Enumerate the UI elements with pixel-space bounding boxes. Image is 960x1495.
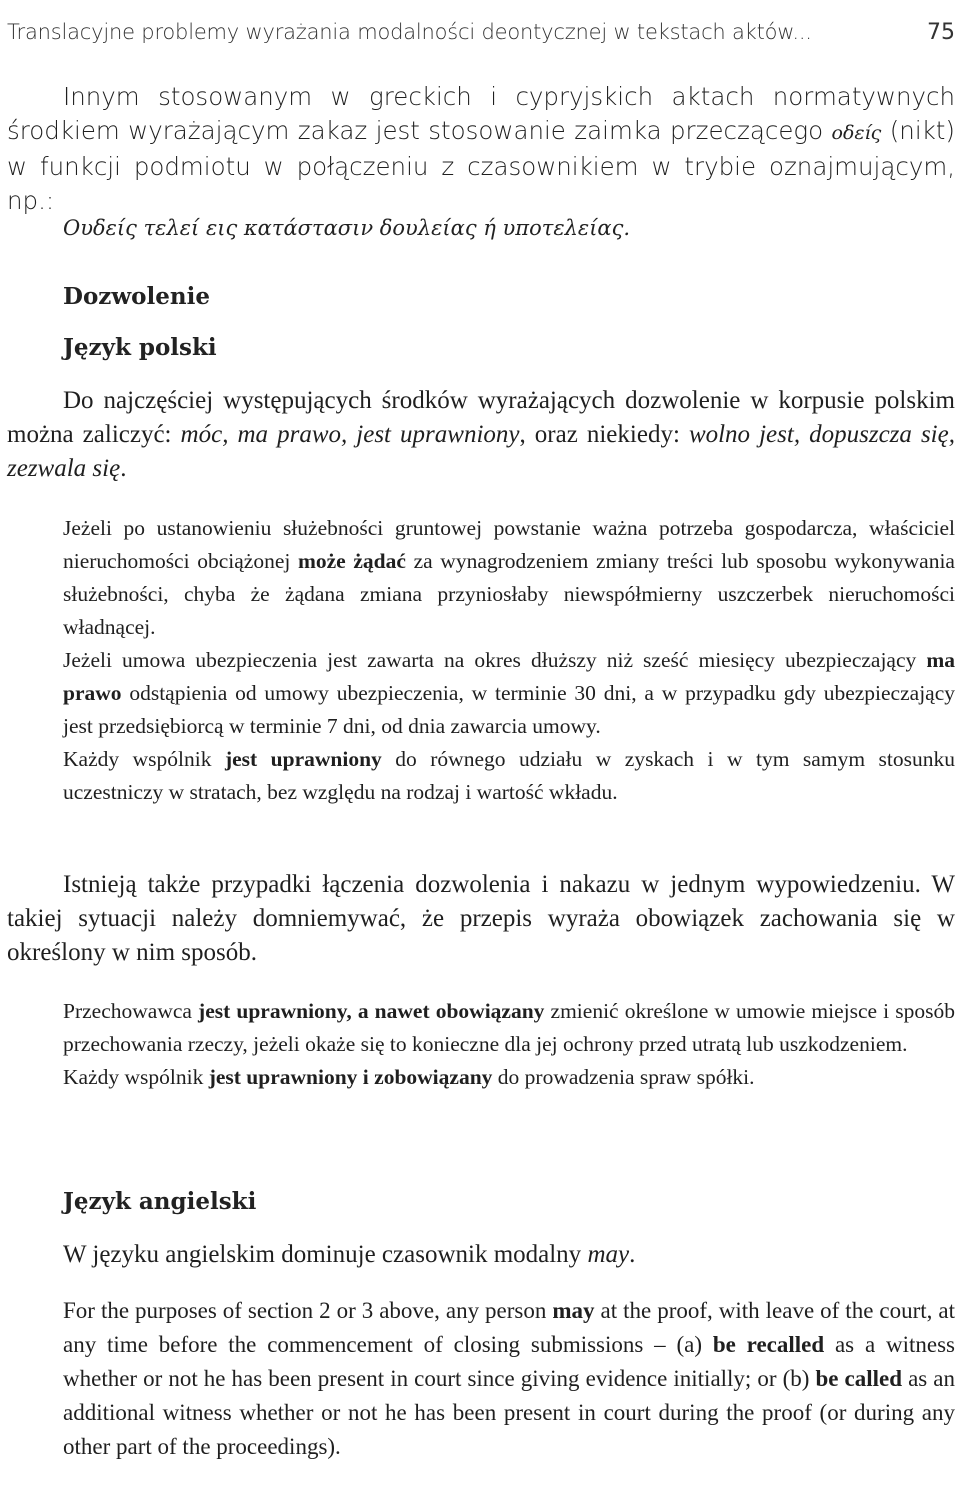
paragraph-polski: [7, 384, 955, 486]
section-heading-dozwolenie: Dozwolenie: [63, 283, 210, 310]
example-sentence: [63, 1061, 955, 1094]
example-sentence: [63, 512, 955, 644]
example-bold: ,: [346, 999, 358, 1023]
example-bold: może żądać: [297, 549, 406, 573]
angielski-text-2: .: [629, 1241, 636, 1268]
example-text: For the purposes of section 2 or 3 above, any person: [63, 1298, 553, 1323]
paragraph-angielski: [63, 1238, 955, 1272]
paragraph-laczenie: Istnieją także przypadki łączenia dozwolenia i nakazu w jednym wypowiedzeniu. W takiej sytuacji należy domniemywać, że przepis wyraża obowiązek zachowania się w określony w nim sposób.: [7, 871, 955, 966]
intro-text-1: Innym stosowanym w greckich i cypryjskich aktach normatywnych środkiem wyrażającym zakaz jest stosowanie zaimka przeczącego: [7, 82, 955, 145]
example-text: as a witness whether or not he has been present in court since giving evidence initially; or (b): [63, 1332, 955, 1391]
greek-example: Ουδείς τελεί εις κατάστασιν δουλείας ή υποτελείας.: [63, 216, 631, 240]
example-bold: a nawet obowiązany: [357, 999, 545, 1023]
example-text: zmienić określone w umowie miejsce i sposób przechowania rzeczy, jeżeli okaże się to konieczne dla jej ochrony przed utratą lub uszkodzeniem.: [63, 999, 955, 1056]
paragraph-intro: [7, 80, 955, 218]
example-block-angielski: [63, 1294, 955, 1464]
example-sentence: [63, 644, 955, 743]
example-block-laczenie: [63, 995, 955, 1094]
intro-greek-word: οδεíς: [831, 122, 882, 144]
polski-italic-1: móc, ma prawo, jest uprawniony: [180, 421, 520, 448]
example-text: Przechowawca: [63, 999, 199, 1023]
running-header-title: Translacyjne problemy wyrażania modalności deontycznej w tekstach aktów...: [7, 20, 812, 44]
intro-text-2: (nikt) w funkcji podmiotu w połączeniu z czasownikiem w trybie oznajmującym, np.:: [7, 116, 955, 215]
example-block-polski: [63, 512, 955, 809]
subsection-heading-polski: Język polski: [63, 334, 217, 361]
example-text: Jeżeli po ustanowieniu służebności gruntowej powstanie ważna potrzeba gospodarcza, właściciel nieruchomości obciążonej: [63, 516, 955, 573]
running-header: [7, 20, 955, 52]
angielski-text-1: W języku angielskim dominuje czasownik modalny: [63, 1241, 588, 1268]
example-text: at the proof, with leave of the court, at any time before the commencement of closing submissions – (a): [63, 1298, 955, 1357]
angielski-italic: may: [587, 1241, 630, 1268]
polski-text-3: .: [120, 455, 127, 482]
example-text: Każdy wspólnik: [63, 747, 225, 771]
example-text: za wynagrodzeniem zmiany treści lub sposobu wykonywania służebności, chyba że żądana zmiana przyniosłaby niewspółmierny uszczerbek nieruchomości władnącej.: [63, 549, 955, 639]
example-bold: ma prawo: [63, 648, 955, 705]
example-text: do równego udziału w zyskach i w tym samym stosunku uczestniczy w stratach, bez względu na rodzaj i wartość wkładu.: [63, 747, 955, 804]
example-bold: may: [552, 1298, 595, 1323]
example-sentence: [63, 743, 955, 809]
example-bold: be called: [815, 1366, 903, 1391]
polski-italic-2: wolno jest, dopuszcza się, zezwala się: [7, 421, 955, 482]
example-bold: be recalled: [712, 1332, 825, 1357]
polski-text-1: Do najczęściej występujących środków wyrażających dozwolenie w korpusie polskim można zaliczyć:: [7, 387, 955, 448]
example-text: odstąpienia od umowy ubezpieczenia, w terminie 30 dni, a w przypadku gdy ubezpieczający jest przedsiębiorcą w terminie 7 dni, od dnia zawarcia umowy.: [63, 681, 955, 738]
example-text: Każdy wspólnik: [63, 1065, 209, 1089]
example-sentence: [63, 995, 955, 1061]
example-bold: jest uprawniony: [224, 747, 382, 771]
subsection-heading-angielski: Język angielski: [63, 1188, 257, 1215]
example-text: do prowadzenia spraw spółki.: [492, 1065, 755, 1089]
polski-text-2: , oraz niekiedy:: [519, 421, 689, 448]
example-text: Jeżeli umowa ubezpieczenia jest zawarta na okres dłuższy niż sześć miesięcy ubezpieczający: [63, 648, 927, 672]
example-bold: jest uprawniony i zobowiązany: [208, 1065, 493, 1089]
example-bold: jest uprawniony: [198, 999, 347, 1023]
page-number: 75: [927, 20, 955, 45]
example-text: as an additional witness whether or not he has been present in court during the proof (or during any other part of the proceedings).: [63, 1366, 955, 1459]
